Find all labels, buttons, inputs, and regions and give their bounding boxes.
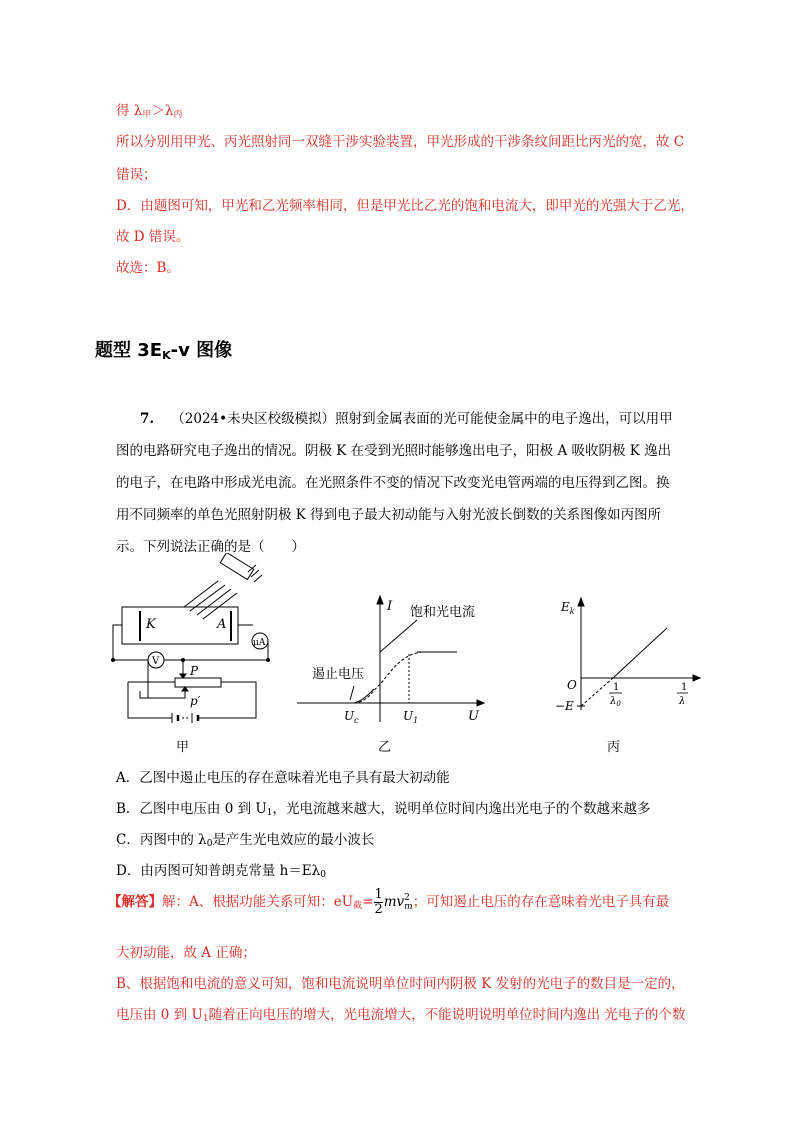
answer-line-6: 故选：B。: [116, 260, 180, 276]
caption-jia: 甲: [176, 740, 190, 755]
label-frac2-num: 1: [681, 682, 688, 693]
label-stop-voltage: 遏止电压: [312, 667, 365, 682]
section-heading: 题型 $3E_K-v$ 图像: [95, 340, 233, 362]
caption-bing: 丙: [607, 740, 621, 755]
label-frac1-den: $\lambda_0$: [610, 696, 621, 708]
answer-line-4: D．由题图可知，甲光和乙光频率相同，但是甲光比乙光的饱和电流大，即甲光的光强大于乙光，: [116, 198, 694, 214]
label-O: O: [567, 678, 577, 692]
answer-line-5: 故 D 错误。: [116, 229, 190, 245]
label-p-prime: p′: [190, 694, 201, 708]
label-negE: −E: [555, 699, 574, 713]
option-a: A．乙图中遏止电压的存在意味着光电子具有最大初动能: [116, 770, 450, 786]
figure-yi-graph: [292, 592, 492, 732]
label-U: U: [468, 709, 479, 724]
answer-line-3: 错误；: [116, 167, 157, 183]
label-Uc: $U_c$: [344, 709, 359, 725]
answer-detail-line-4: 电压由 0 到 $U_1$随着正向电压的增大，光电流增大，不能说明说明单位时间内逸出 光电子的个数: [116, 1007, 686, 1024]
answer-line-2: 所以分别用甲光、丙光照射同一双缝干涉实验装置，甲光形成的干涉条纹间距比丙光的宽，故 C: [116, 134, 685, 150]
option-b: B．乙图中电压由 0 到 $U_1$，光电流越来越大，说明单位时间内逸出光电子的个数越来越多: [116, 801, 651, 818]
formula-fraction: $\frac{1}{2}$: [374, 887, 383, 917]
question-line-5: 示。下列说法正确的是（ ）: [116, 539, 305, 555]
label-voltmeter: V: [152, 656, 160, 667]
label-saturation: 饱和光电流: [410, 605, 476, 620]
option-c: C．丙图中的 $\lambda_0$是产生光电效应的最小波长: [116, 832, 375, 849]
label-A: A: [217, 617, 227, 632]
label-U1: $U_1$: [403, 709, 419, 725]
question-line-3: 的电子，在电路中形成光电流。在光照条件不变的情况下改变光电管两端的电压得到乙图。换: [116, 475, 670, 491]
question-line-4: 用不同频率的单色光照射阴极 K 得到电子最大初动能与入射光波长倒数的关系图像如丙图所: [116, 507, 662, 523]
label-frac1-num: 1: [613, 682, 620, 693]
answer-detail-line-1: 【解答】解：A、根据功能关系可知：$eU_截=$ $\frac{1}{2}$ mv 2 m ；可知遏止电压的存在意味着光电子具有最: [108, 887, 670, 917]
answer-tag: 【解答】: [108, 894, 162, 910]
caption-yi: 乙: [378, 740, 392, 755]
label-microammeter: μA: [253, 638, 266, 648]
answer-line-1: 得 $\lambda_甲>\lambda_丙$: [116, 103, 183, 120]
option-d: D．由丙图可知普朗克常量 $h=E\lambda_0$: [116, 863, 326, 880]
figure-jia-circuit: [108, 553, 276, 733]
answer-detail-line-2: 大初动能，故 A 正确；: [116, 945, 256, 961]
label-P: P: [190, 664, 199, 678]
label-K: K: [146, 617, 156, 632]
answer-detail-line-3: B、根据饱和电流的意义可知，饱和电流说明单位时间内阴极 K 发射的光电子的数目是一定的，: [116, 976, 685, 992]
question-line-1: 7. （2024•未央区校级模拟）照射到金属表面的光可能使金属中的电子逸出，可以用甲: [140, 411, 673, 427]
label-Ek: $E_k$: [561, 600, 575, 616]
figure-bing-graph: [555, 592, 705, 722]
label-I: I: [387, 599, 393, 614]
question-line-2: 图的电路研究电子逸出的情况。阴极 K 在受到光照时能够逸出电子，阳极 A 吸收阴极 K 逸出: [116, 443, 672, 459]
label-frac2-den: λ: [679, 696, 686, 707]
question-number: 7.: [140, 411, 155, 427]
